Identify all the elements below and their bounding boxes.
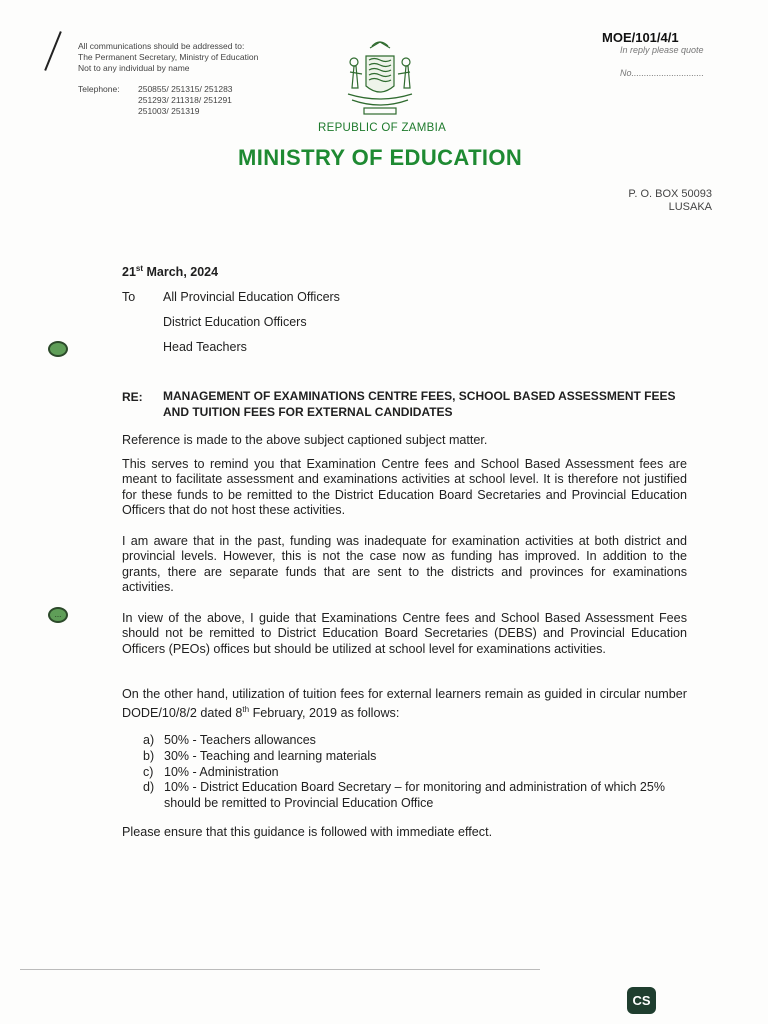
list-marker: d)	[143, 780, 155, 794]
postal-address	[560, 188, 712, 214]
coat-of-arms-icon	[340, 38, 420, 120]
date-day: 21	[122, 265, 136, 280]
list-item: 30% - Teaching and learning materials	[164, 749, 377, 763]
marker-text: ...	[54, 610, 62, 619]
address-line: Not to any individual by name	[78, 63, 190, 73]
list-marker: b)	[143, 749, 155, 763]
body-paragraph: I am aware that in the past, funding was inadequate for examination activities at both district and provincial levels. However, this is not the case now as funding has improved. In addition to the grants, there are separate funds that are sent to the districts and provinces for examinations activities.	[122, 534, 687, 594]
margin-marker	[48, 341, 68, 357]
body-paragraph: This serves to remind you that Examination Centre fees and School Based Assessment fees are meant to facilitate assessment and examinations activities at school level. It is therefore not justified for these funds to be remitted to the District Education Board Secretaries and Provincial Education Officers that do not host these activities.	[122, 457, 687, 517]
list-marker: a)	[143, 733, 155, 747]
para-sup: th	[242, 705, 250, 715]
address-line: The Permanent Secretary, Ministry of Education	[78, 52, 259, 62]
list-item: 10% - Administration	[164, 765, 279, 779]
reply-quote-note: In reply please quote	[620, 45, 704, 55]
telephone-line: 251003/ 251319	[138, 106, 200, 116]
body-paragraph: Reference is made to the above subject captioned subject matter.	[122, 433, 488, 447]
letter-date	[122, 264, 218, 279]
scan-line	[20, 969, 540, 970]
re-label: RE:	[122, 390, 143, 404]
body-paragraph	[122, 687, 687, 722]
closing-paragraph: Please ensure that this guidance is followed with immediate effect.	[122, 825, 493, 839]
address-line: All communications should be addressed to:	[78, 41, 245, 51]
margin-marker	[48, 607, 68, 623]
list-item: 10% - District Education Board Secretary – for monitoring and administration of which 25% should be remitted to Provincial Education Office	[164, 780, 665, 810]
recipient-line: Head Teachers	[163, 340, 247, 354]
telephone-numbers	[138, 84, 233, 117]
date-suffix: st	[135, 264, 144, 273]
reference-number: MOE/101/4/1	[602, 30, 679, 45]
date-rest: March, 2024	[143, 265, 219, 280]
recipient-line: All Provincial Education Officers	[163, 290, 340, 304]
body-paragraph: In view of the above, I guide that Examinations Centre fees and School Based Assessment Fees should not be remitted to District Education Board Secretaries (DEBS) and Provincial Education Officers (PEOs) offices but should be utilized at school level for examinations activities.	[122, 611, 687, 656]
reply-number-line: No.............................	[620, 68, 705, 78]
list-item: 50% - Teachers allowances	[164, 733, 316, 747]
para-text: February, 2019 as follows:	[249, 706, 400, 721]
subject-heading: MANAGEMENT OF EXAMINATIONS CENTRE FEES, SCHOOL BASED ASSESSMENT FEES AND TUITION FEES FOR EXTERNAL CANDIDATES	[163, 389, 676, 419]
pen-stroke	[44, 31, 62, 71]
telephone-line: 251293/ 211318/ 251291	[138, 95, 232, 105]
to-label: To	[122, 290, 136, 304]
city: LUSAKA	[668, 201, 712, 213]
po-box: P. O. BOX 50093	[628, 188, 712, 200]
address-block	[78, 41, 298, 74]
recipient-line: District Education Officers	[163, 315, 307, 329]
republic-title: REPUBLIC OF ZAMBIA	[318, 122, 447, 134]
list-marker: c)	[143, 765, 154, 779]
ministry-title: MINISTRY OF EDUCATION	[238, 145, 523, 170]
telephone-label: Telephone:	[78, 84, 120, 94]
para-text: On the other hand, utilization of tuition fees for external learners remain as guided in circular number DODE/10/8/2 dated 8	[122, 687, 687, 721]
telephone-line: 250855/ 251315/ 251283	[138, 84, 233, 94]
camscanner-logo: CS	[627, 987, 656, 1014]
